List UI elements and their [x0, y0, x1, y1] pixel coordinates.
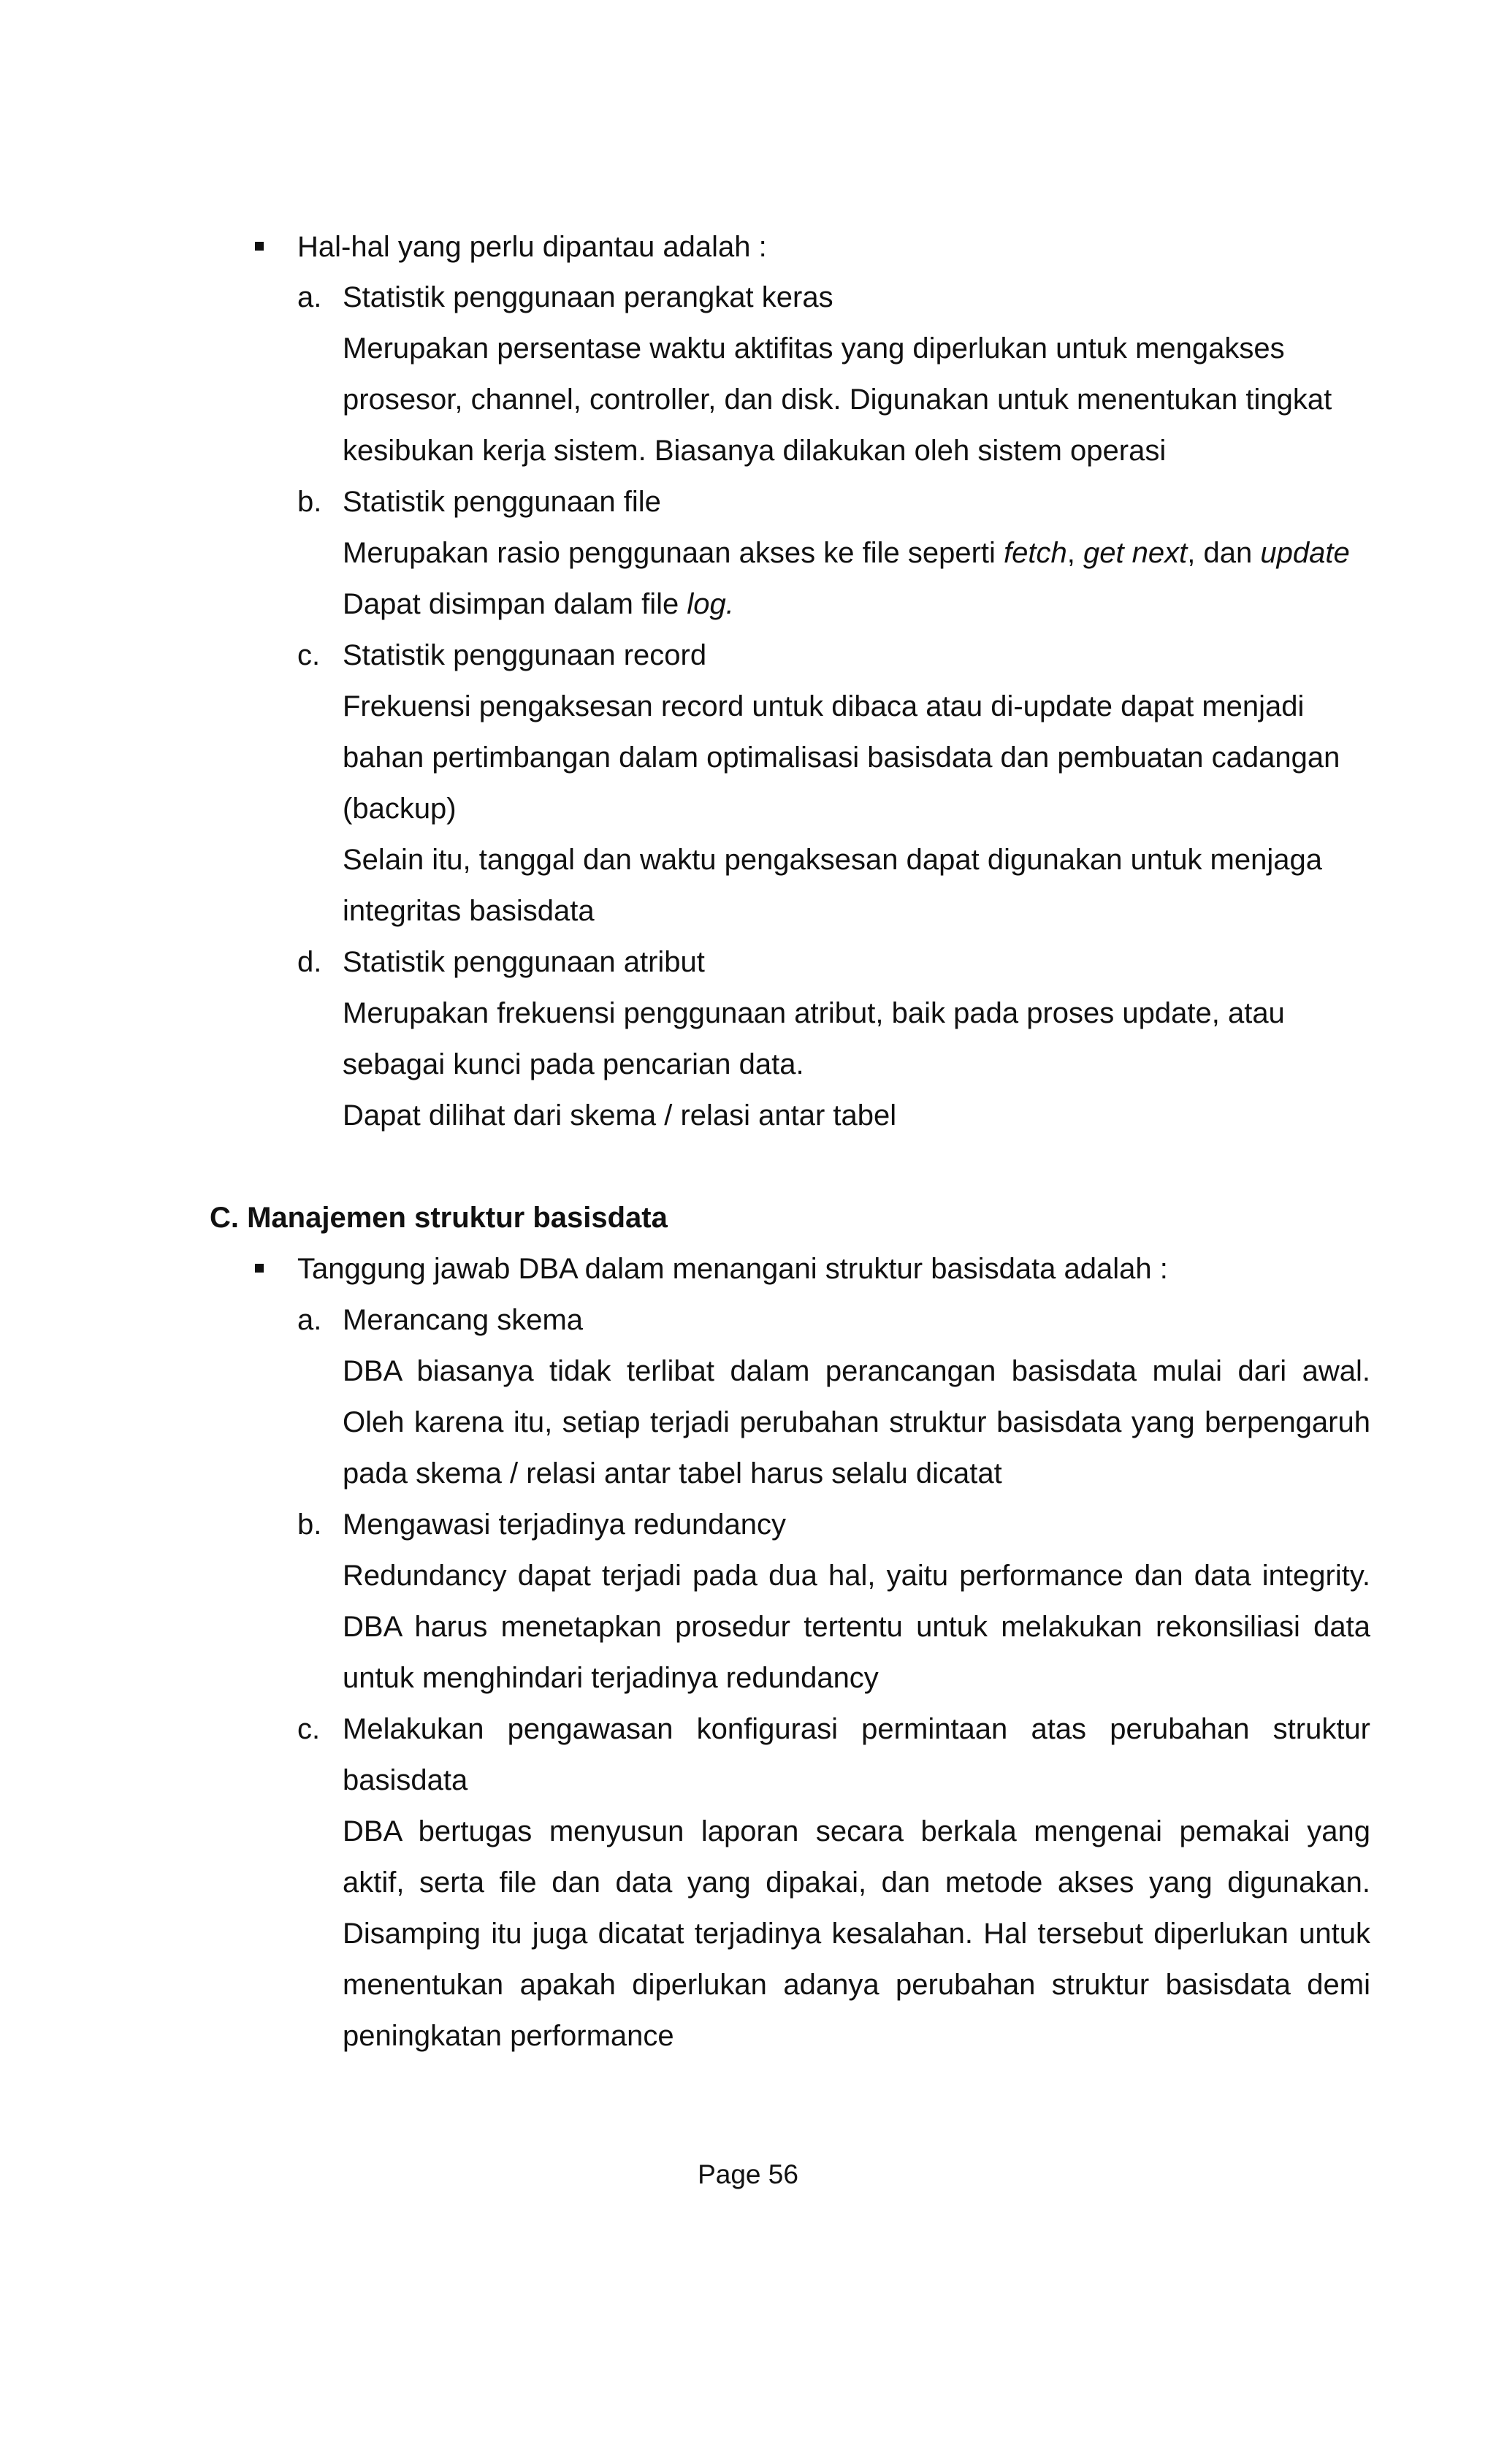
item-text: Dapat dilihat dari skema / relasi antar tabel [343, 1099, 897, 1132]
bullet-icon [255, 242, 264, 251]
item-marker: b. [297, 486, 322, 518]
italic-term: log. [687, 588, 734, 620]
item-marker: a. [297, 1304, 322, 1336]
item-marker: c. [297, 1713, 321, 1745]
item-text: integritas basisdata [343, 895, 595, 927]
item-title: basisdata [343, 1764, 468, 1796]
item-title: Merancang skema [343, 1304, 584, 1336]
item-title: Statistik penggunaan record [343, 639, 707, 671]
item-text [343, 538, 1350, 568]
item-title: Melakukan pengawasan konfigurasi permintaan atas perubahan struktur [343, 1713, 1370, 1745]
item-text: Merupakan persentase waktu aktifitas yang diperlukan untuk mengakses [343, 332, 1285, 365]
item-text: DBA bertugas menyusun laporan secara berkala mengenai pemakai yang [343, 1815, 1370, 1847]
item-text: Merupakan frekuensi penggunaan atribut, baik pada proses update, atau [343, 997, 1285, 1029]
item-text: aktif, serta file dan data yang dipakai, dan metode akses yang digunakan. [343, 1866, 1370, 1899]
item-text: peningkatan performance [343, 2020, 674, 2052]
item-text: untuk menghindari terjadinya redundancy [343, 1662, 879, 1694]
item-text: Oleh karena itu, setiap terjadi perubahan struktur basisdata yang berpengaruh [343, 1406, 1370, 1438]
item-marker: c. [297, 639, 321, 671]
item-text: Frekuensi pengaksesan record untuk dibaca atau di-update dapat menjadi [343, 690, 1305, 722]
text-segment: Merupakan rasio penggunaan akses ke file seperti [343, 537, 1004, 569]
item-text: pada skema / relasi antar tabel harus selalu dicatat [343, 1457, 1002, 1490]
item-title: Statistik penggunaan atribut [343, 946, 705, 978]
italic-term: get next [1083, 537, 1188, 569]
text-segment: , dan [1187, 537, 1261, 569]
item-text: menentukan apakah diperlukan adanya perubahan struktur basisdata demi [343, 1969, 1370, 2001]
item-marker: b. [297, 1508, 322, 1541]
item-text: (backup) [343, 793, 457, 825]
bullet-icon [255, 1264, 264, 1273]
item-text: Disamping itu juga dicatat terjadinya kesalahan. Hal tersebut diperlukan untuk [343, 1918, 1370, 1950]
item-text: bahan pertimbangan dalam optimalisasi basisdata dan pembuatan cadangan [343, 741, 1340, 774]
list-intro: Hal-hal yang perlu dipantau adalah : [297, 231, 767, 263]
item-title: Mengawasi terjadinya redundancy [343, 1508, 787, 1541]
item-title: Statistik penggunaan perangkat keras [343, 281, 833, 313]
item-text: kesibukan kerja sistem. Biasanya dilakukan oleh sistem operasi [343, 435, 1167, 467]
italic-term: update [1260, 537, 1350, 569]
item-text: Selain itu, tanggal dan waktu pengaksesan dapat digunakan untuk menjaga [343, 844, 1322, 876]
section-heading: C. Manajemen struktur basisdata [210, 1202, 668, 1234]
italic-term: fetch [1004, 537, 1067, 569]
page-number: Page 56 [698, 2159, 798, 2189]
item-marker: a. [297, 281, 322, 313]
item-text: DBA harus menetapkan prosedur tertentu untuk melakukan rekonsiliasi data [343, 1611, 1370, 1643]
item-marker: d. [297, 946, 322, 978]
item-text: prosesor, channel, controller, dan disk. Digunakan untuk menentukan tingkat [343, 384, 1332, 416]
item-title: Statistik penggunaan file [343, 486, 661, 518]
list-intro: Tanggung jawab DBA dalam menangani struktur basisdata adalah : [297, 1253, 1168, 1285]
text-segment: , [1066, 537, 1083, 569]
item-text [343, 590, 734, 619]
item-text: DBA biasanya tidak terlibat dalam perancangan basisdata mulai dari awal. [343, 1355, 1370, 1387]
item-text: Redundancy dapat terjadi pada dua hal, yaitu performance dan data integrity. [343, 1560, 1370, 1592]
text-segment: Dapat disimpan dalam file [343, 588, 687, 620]
item-text: sebagai kunci pada pencarian data. [343, 1048, 804, 1080]
